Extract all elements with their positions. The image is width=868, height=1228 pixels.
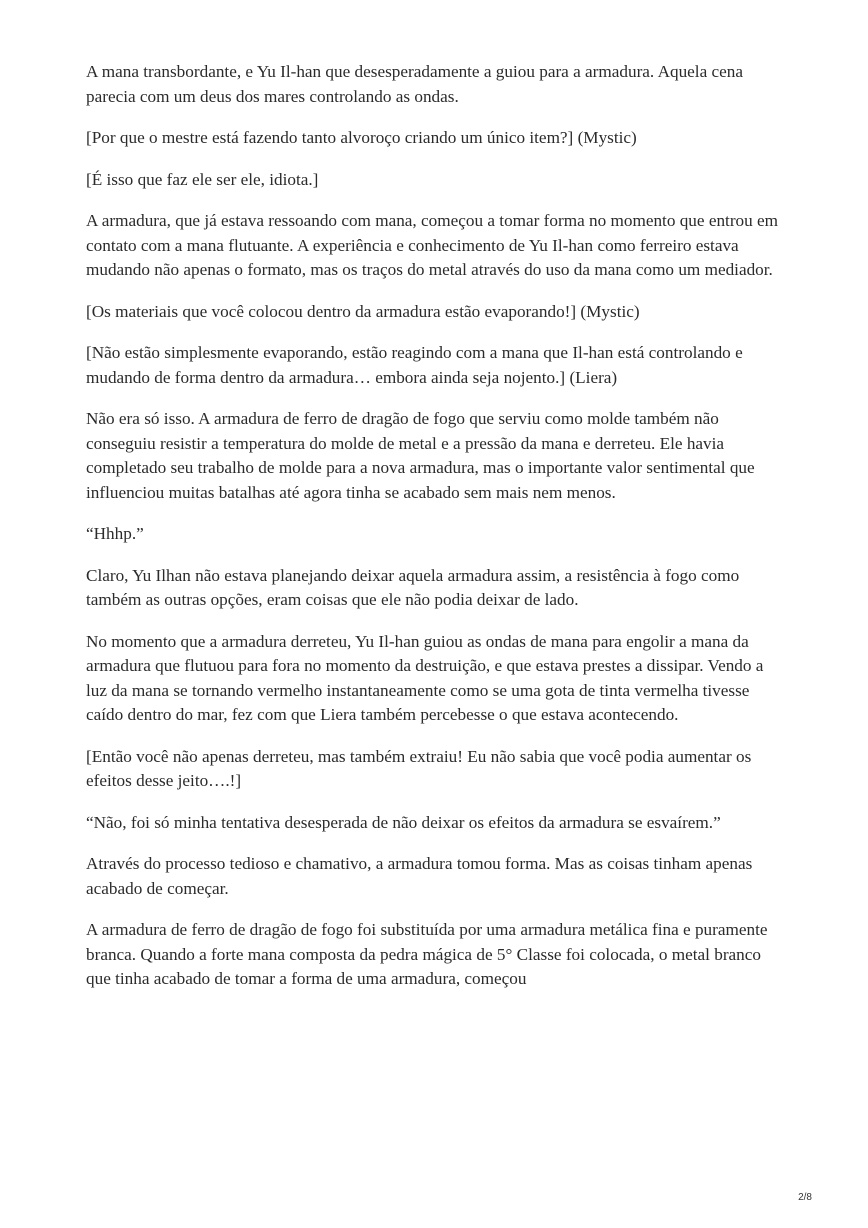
paragraph: “Hhhp.” bbox=[86, 524, 144, 543]
paragraph: Não era só isso. A armadura de ferro de dragão de fogo que serviu como molde também não conseguiu resistir a temperatura do molde de metal e a pressão da mana e derreteu. Ele havia completado seu trabalho de molde para a nova armadura, mas o importante valor sentimental que influenciou muitas batalhas até agora tinha se acabado sem mais nem menos. bbox=[86, 409, 755, 502]
paragraph: A mana transbordante, e Yu Il-han que desesperadamente a guiou para a armadura. Aquela cena parecia com um deus dos mares controlando as ondas. bbox=[86, 62, 743, 106]
paragraph: Claro, Yu Ilhan não estava planejando deixar aquela armadura assim, a resistência à fogo como também as outras opções, eram coisas que ele não podia deixar de lado. bbox=[86, 565, 740, 609]
paragraph: [Por que o mestre está fazendo tanto alvoroço criando um único item?] (Mystic) bbox=[86, 128, 637, 147]
paragraph: A armadura, que já estava ressoando com mana, começou a tomar forma no momento que entrou em contato com a mana flutuante. A experiência e conhecimento de Yu Il-han como ferreiro estava mudando não apenas o formato, mas os traços do metal através do uso da mana como um mediador. bbox=[86, 211, 779, 279]
paragraph: A armadura de ferro de dragão de fogo foi substituída por uma armadura metálica fina e puramente branca. Quando a forte mana composta da pedra mágica de 5° Classe foi colocada, o metal branco que tinha acabado de tomar a forma de uma armadura, começou bbox=[86, 920, 768, 988]
page-number: 2/8 bbox=[798, 1192, 812, 1203]
paragraph: Através do processo tedioso e chamativo, a armadura tomou forma. Mas as coisas tinham apenas acabado de começar. bbox=[86, 854, 753, 898]
paragraph: [Os materiais que você colocou dentro da armadura estão evaporando!] (Mystic) bbox=[86, 301, 640, 321]
paragraph: [Então você não apenas derreteu, mas também extraiu! Eu não sabia que você podia aumentar os efeitos desse jeito….!] bbox=[86, 746, 752, 790]
paragraph: [Não estão simplesmente evaporando, estão reagindo com a mana que Il-han está controlando e mudando de forma dentro da armadura… embora ainda seja nojento.] (Liera) bbox=[86, 343, 743, 387]
paragraph: No momento que a armadura derreteu, Yu Il-han guiou as ondas de mana para engolir a mana da armadura que flutuou para fora no momento da destruição, e que estava prestes a dissipar. Vendo a luz da mana se tornando vermelho instantaneamente como se uma gota de tinta vermelha tivesse caído dentro do mar, fez com que Liera também percebesse o que estava acontecendo. bbox=[86, 631, 764, 724]
paragraph: [É isso que faz ele ser ele, idiota.] bbox=[86, 169, 319, 189]
document-body bbox=[86, 60, 786, 1009]
paragraph: “Não, foi só minha tentativa desesperada de não deixar os efeitos da armadura se esvaírem.” bbox=[86, 812, 721, 832]
